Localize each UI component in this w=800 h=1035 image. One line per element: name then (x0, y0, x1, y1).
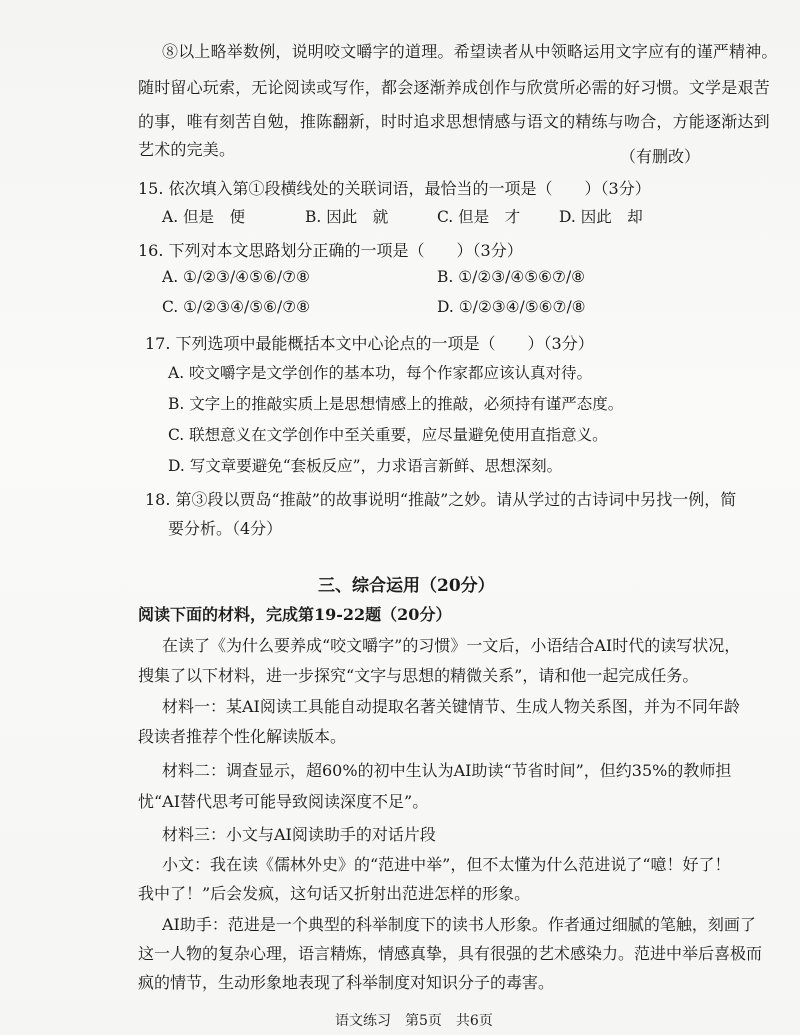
section-3-title: 三、综合运用（20分） (318, 576, 495, 596)
q15-option-b: B. 因此 就 (305, 208, 389, 226)
ai-line-1: AI助手：范进是一个典型的科举制度下的读书人形象。作者通过细腻的笔触，刻画了 (162, 915, 756, 934)
intro-line-1: 在读了《为什么要养成“咬文嚼字”的习惯》一文后，小语结合AI时代的读写状况， (162, 636, 741, 655)
question-17-stem: 17. 下列选项中最能概括本文中心论点的一项是（ ）（3分） (145, 334, 594, 353)
question-16-stem: 16. 下列对本文思路划分正确的一项是（ ）（3分） (138, 241, 523, 260)
q15-option-d: D. 因此 却 (559, 208, 643, 226)
ai-line-2: 这一人物的复杂心理，语言精炼，情感真挚，具有很强的艺术感染力。范进中举后喜极而 (138, 944, 763, 963)
ai-line-3: 疯的情节，生动形象地表现了科举制度对知识分子的毒害。 (138, 973, 555, 992)
material-1-line-2: 段读者推荐个性化解读版本。 (138, 727, 347, 746)
intro-line-2: 搜集了以下材料，进一步探究“文字与思想的精微关系”，请和他一起完成任务。 (138, 666, 699, 685)
q15-option-c: C. 但是 才 (437, 208, 521, 226)
q15-option-a: A. 但是 便 (162, 208, 246, 226)
question-18-line-2: 要分析。（4分） (168, 519, 283, 538)
q17-option-c: C. 联想意义在文学创作中至关重要，应尽量避免使用直指意义。 (168, 426, 608, 444)
page-footer: 语文练习 第5页 共6页 (335, 1013, 493, 1029)
material-2-line-1: 材料二：调查显示，超60%的初中生认为AI助读“节省时间”，但约35%的教师担 (162, 761, 732, 780)
q17-option-b: B. 文字上的推敲实质上是思想情感上的推敲，必须持有谨严态度。 (168, 395, 624, 413)
q16-option-c: C. ①/②③④/⑤⑥/⑦⑧ (162, 298, 310, 316)
passage-line-4: 艺术的完美。 (138, 140, 236, 159)
source-note: （有删改） (620, 147, 701, 166)
xiaowen-line-2: 我中了！”后会发疯，这句话又折射出范进怎样的形象。 (138, 884, 531, 903)
question-18-line-1: 18. 第③段以贾岛“推敲”的故事说明“推敲”之妙。请从学过的古诗词中另找一例，简 (145, 490, 737, 509)
q16-option-a: A. ①/②③/④⑤⑥/⑦⑧ (162, 268, 310, 286)
xiaowen-line-1: 小文：我在读《儒林外史》的“范进中举”，但不太懂为什么范进说了“噫！好了！ (162, 855, 731, 874)
material-1-line-1: 材料一：某AI阅读工具能自动提取名著关键情节、生成人物关系图，并为不同年龄 (162, 697, 740, 716)
material-3-title: 材料三：小文与AI阅读助手的对话片段 (162, 825, 436, 844)
q17-option-a: A. 咬文嚼字是文学创作的基本功，每个作家都应该认真对待。 (168, 364, 593, 382)
passage-line-1: ⑧以上略举数例，说明咬文嚼字的道理。希望读者从中领略运用文字应有的谨严精神。 (162, 42, 778, 61)
q16-option-d: D. ①/②③④/⑤⑥⑦/⑧ (437, 298, 586, 316)
q16-option-b: B. ①/②③/④⑤⑥⑦/⑧ (437, 268, 586, 286)
material-2-line-2: 忧“AI替代思考可能导致阅读深度不足”。 (138, 792, 429, 811)
section-3-instruction: 阅读下面的材料，完成第19-22题（20分） (138, 605, 452, 624)
q17-option-d: D. 写文章要避免“套板反应”，力求语言新鲜、思想深刻。 (168, 457, 563, 475)
passage-line-3: 的事，唯有刻苦自勉，推陈翻新，时时追求思想情感与语文的精练与吻合，方能逐渐达到 (138, 112, 770, 131)
passage-line-2: 随时留心玩索，无论阅读或写作，都会逐渐养成创作与欣赏所必需的好习惯。文学是艰苦 (138, 78, 770, 97)
question-15-stem: 15. 依次填入第①段横线处的关联词语，最恰当的一项是（ ）（3分） (138, 179, 651, 198)
